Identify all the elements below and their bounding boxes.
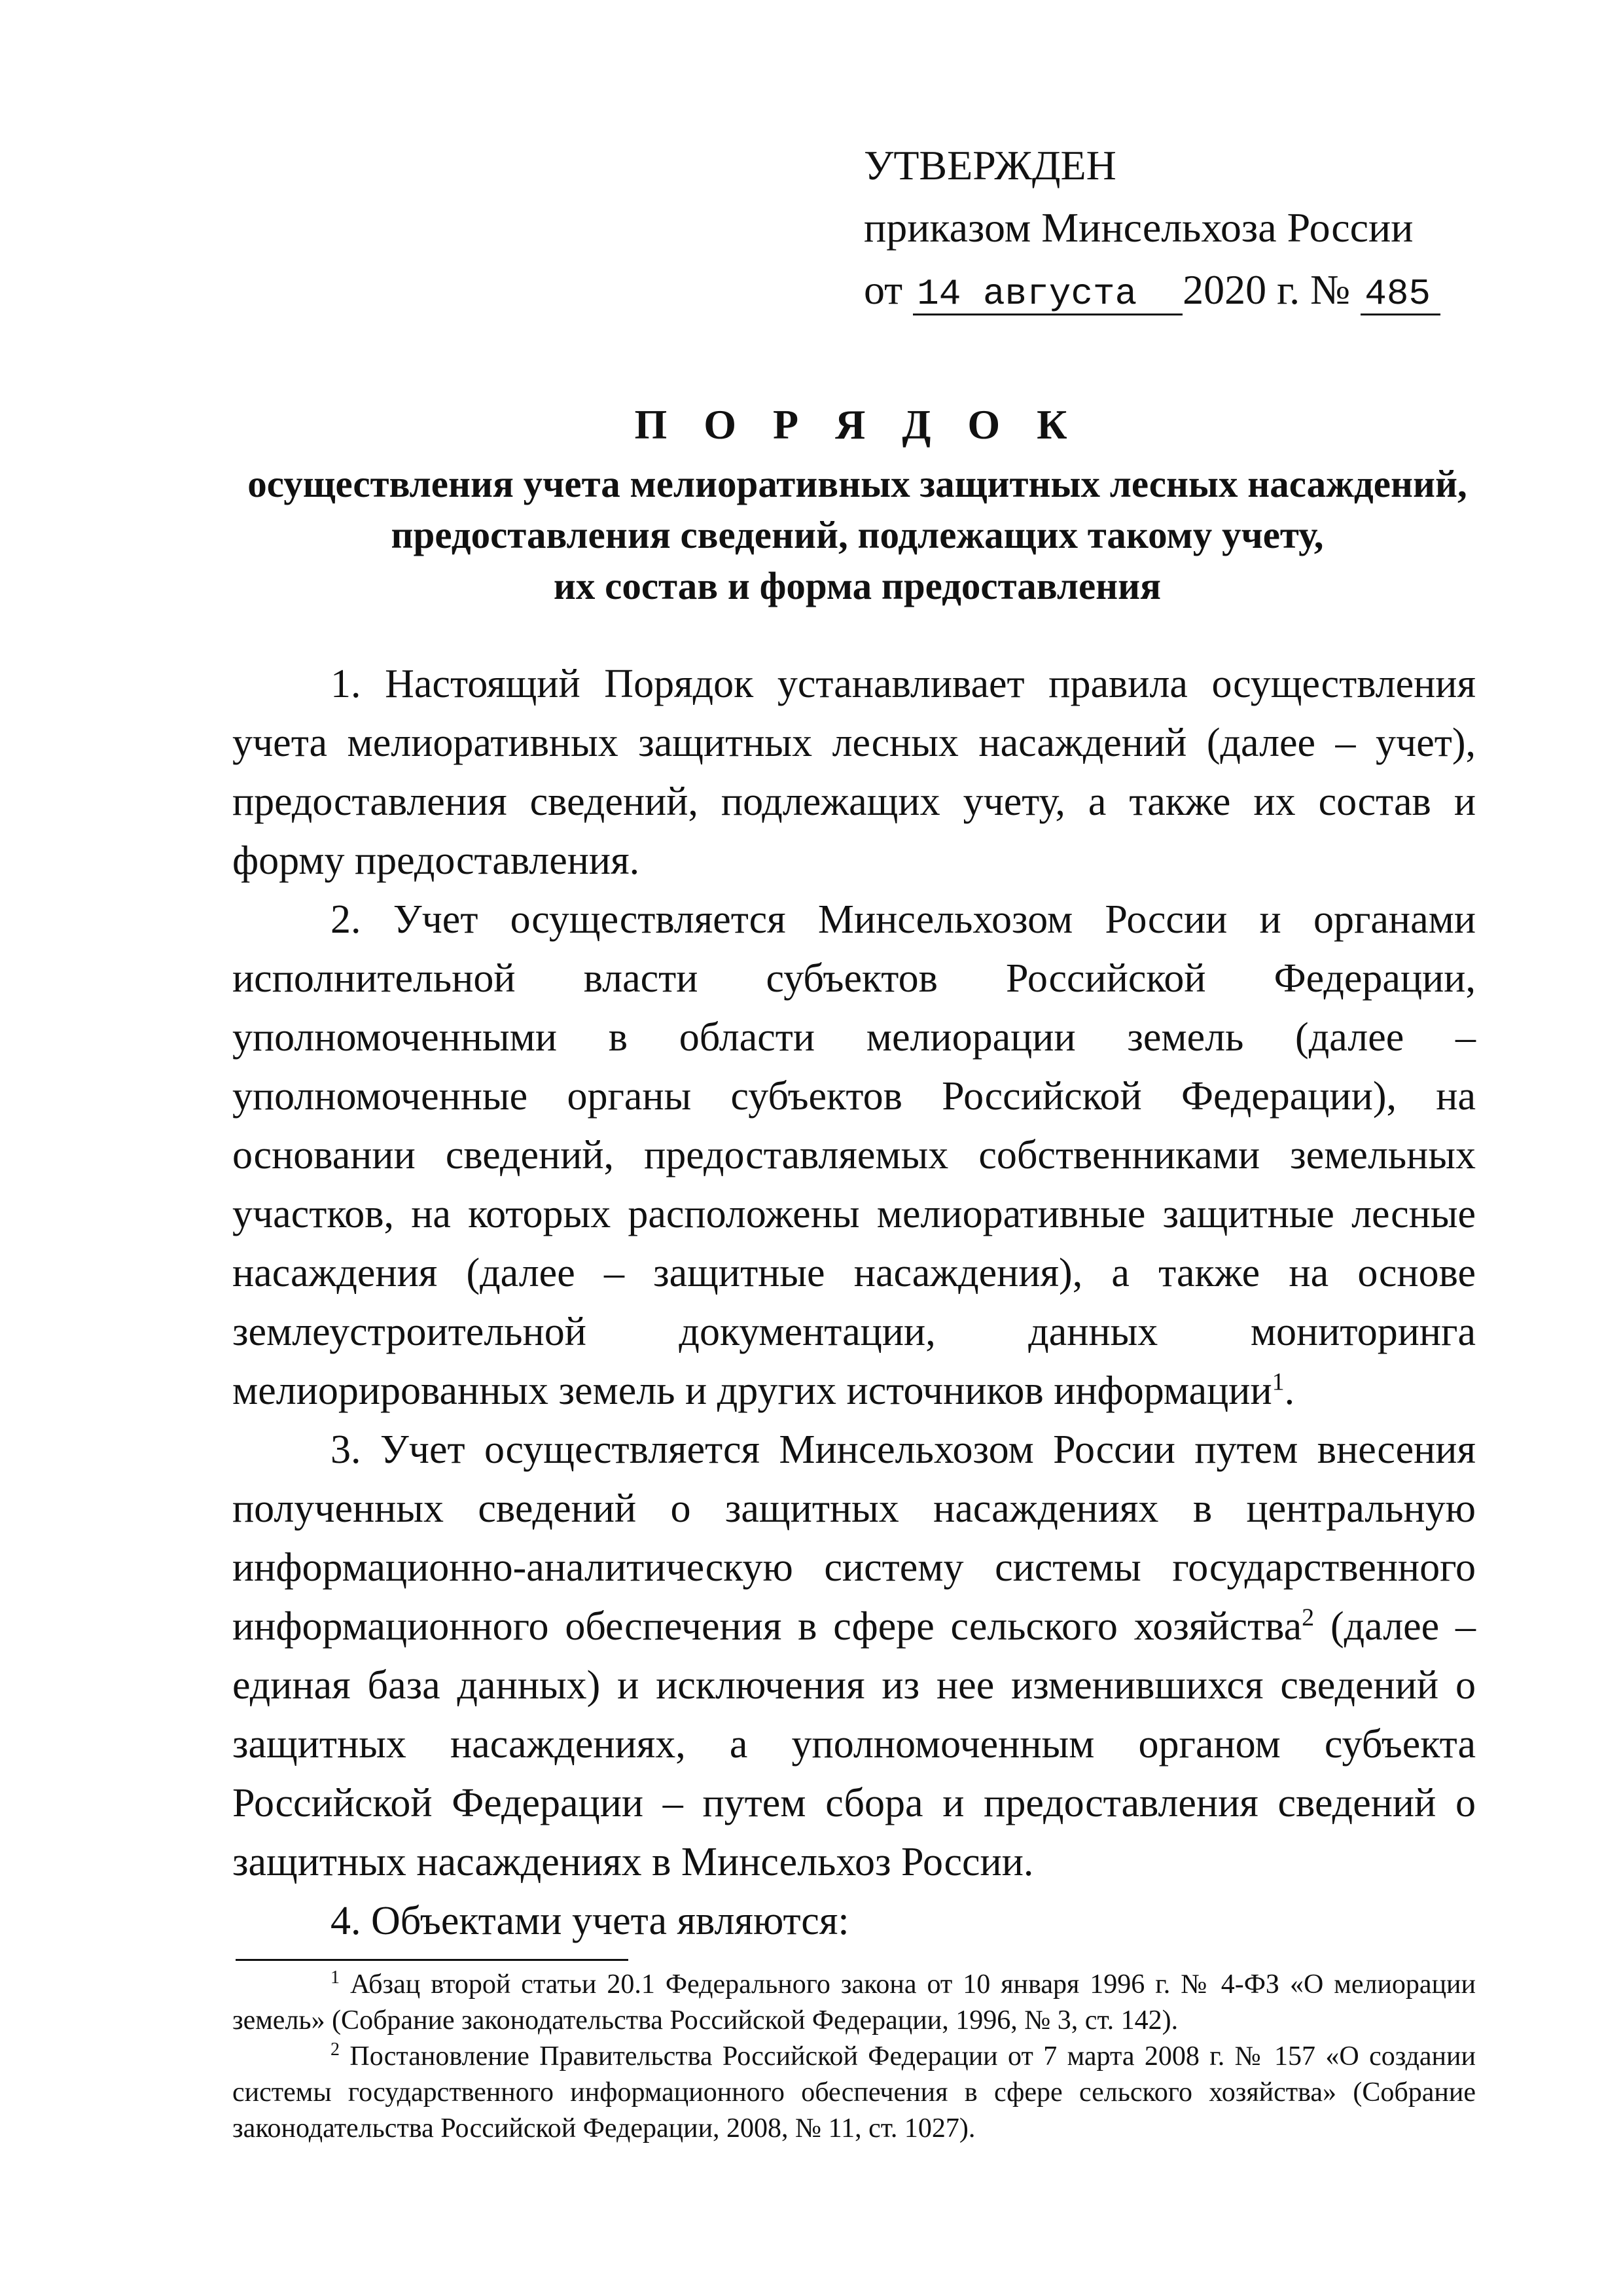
- paragraph-2-text: 2. Учет осуществляется Минсельхозом России и органами исполнительной власти субъектов Российской Федерации, уполномоченными в области мелиорации земель (далее – уполномоченные органы субъектов Российской Федерации), на основании сведений, предоставляемых собственниками земельных участков, на которых расположены мелиоративные защитные лесные насаждения (далее – защитные насаждения), а также на основе землеустроительной документации, данных мониторинга мелиорированных земель и других источников информации: [232, 897, 1476, 1413]
- footnote-1-text: Абзац второй статьи 20.1 Федерального закона от 10 января 1996 г. № 4-ФЗ «О мелиорации земель» (Собрание законодательства Российской Федерации, 1996, № 3, ст. 142).: [232, 1969, 1476, 2036]
- approval-year-suffix: 2020 г. №: [1183, 266, 1351, 313]
- paragraph-4: [232, 1892, 1476, 1950]
- approval-block: [864, 134, 1440, 321]
- footnote-2-mark: 2: [330, 2039, 340, 2060]
- footnote-divider: [236, 1959, 628, 1961]
- paragraph-1-text: 1. Настоящий Порядок устанавливает правила осуществления учета мелиоративных защитных лесных насаждений (далее – учет), предоставления сведений, подлежащих учету, а также их состав и форму предоставления.: [232, 662, 1476, 883]
- paragraph-3-text: 3. Учет осуществляется Минсельхозом России путем внесения полученных сведений о защитных насаждениях в центральную информационно-аналитическую систему системы государственного информационного обеспечения в сфере сельского хозяйства: [232, 1427, 1476, 1649]
- title-line-1: осуществления учета мелиоративных защитных лесных насаждений,: [247, 462, 1467, 505]
- paragraph-2: [232, 890, 1476, 1420]
- title-line-2: предоставления сведений, подлежащих такому учету,: [391, 513, 1324, 556]
- approval-date-line: [864, 259, 1440, 321]
- title-line-3: их состав и форма предоставления: [553, 564, 1162, 607]
- footnote-2-text: Постановление Правительства Российской Федерации от 7 марта 2008 г. № 157 «О создании системы государственного информационного обеспечения в сфере сельского хозяйства» (Собрание законодательства Российской Федерации, 2008, № 11, ст. 1027).: [232, 2041, 1476, 2144]
- approval-from-prefix: от: [864, 266, 903, 313]
- footnote-1: [232, 1967, 1476, 2039]
- paragraph-3-tail: (далее – единая база данных) и исключения из нее изменившихся сведений о защитных насаждениях, а уполномоченным органом субъекта Российской Федерации – путем сбора и предоставления сведений о защитных насаждениях в Минсельхоз России.: [232, 1604, 1476, 1884]
- approval-date-field: 14 августа: [913, 274, 1183, 315]
- title-main: П О Р Я Д О К: [634, 401, 1080, 448]
- paragraph-4-text: 4. Объектами учета являются:: [330, 1899, 849, 1943]
- footnotes: [232, 1967, 1476, 2147]
- paragraph-1: [232, 655, 1476, 890]
- paragraph-3: [232, 1420, 1476, 1892]
- approval-by: приказом Минсельхоза России: [864, 204, 1414, 251]
- approval-heading: УТВЕРЖДЕН: [864, 142, 1116, 188]
- footnote-2: [232, 2039, 1476, 2147]
- footnote-ref-1: 1: [1272, 1368, 1285, 1396]
- document-title: [223, 399, 1492, 611]
- footnote-1-mark: 1: [330, 1967, 340, 1988]
- approval-number-field: 485: [1361, 274, 1440, 315]
- document-body: [232, 655, 1476, 1950]
- footnote-ref-2: 2: [1302, 1604, 1315, 1632]
- paragraph-2-tail: .: [1284, 1369, 1295, 1413]
